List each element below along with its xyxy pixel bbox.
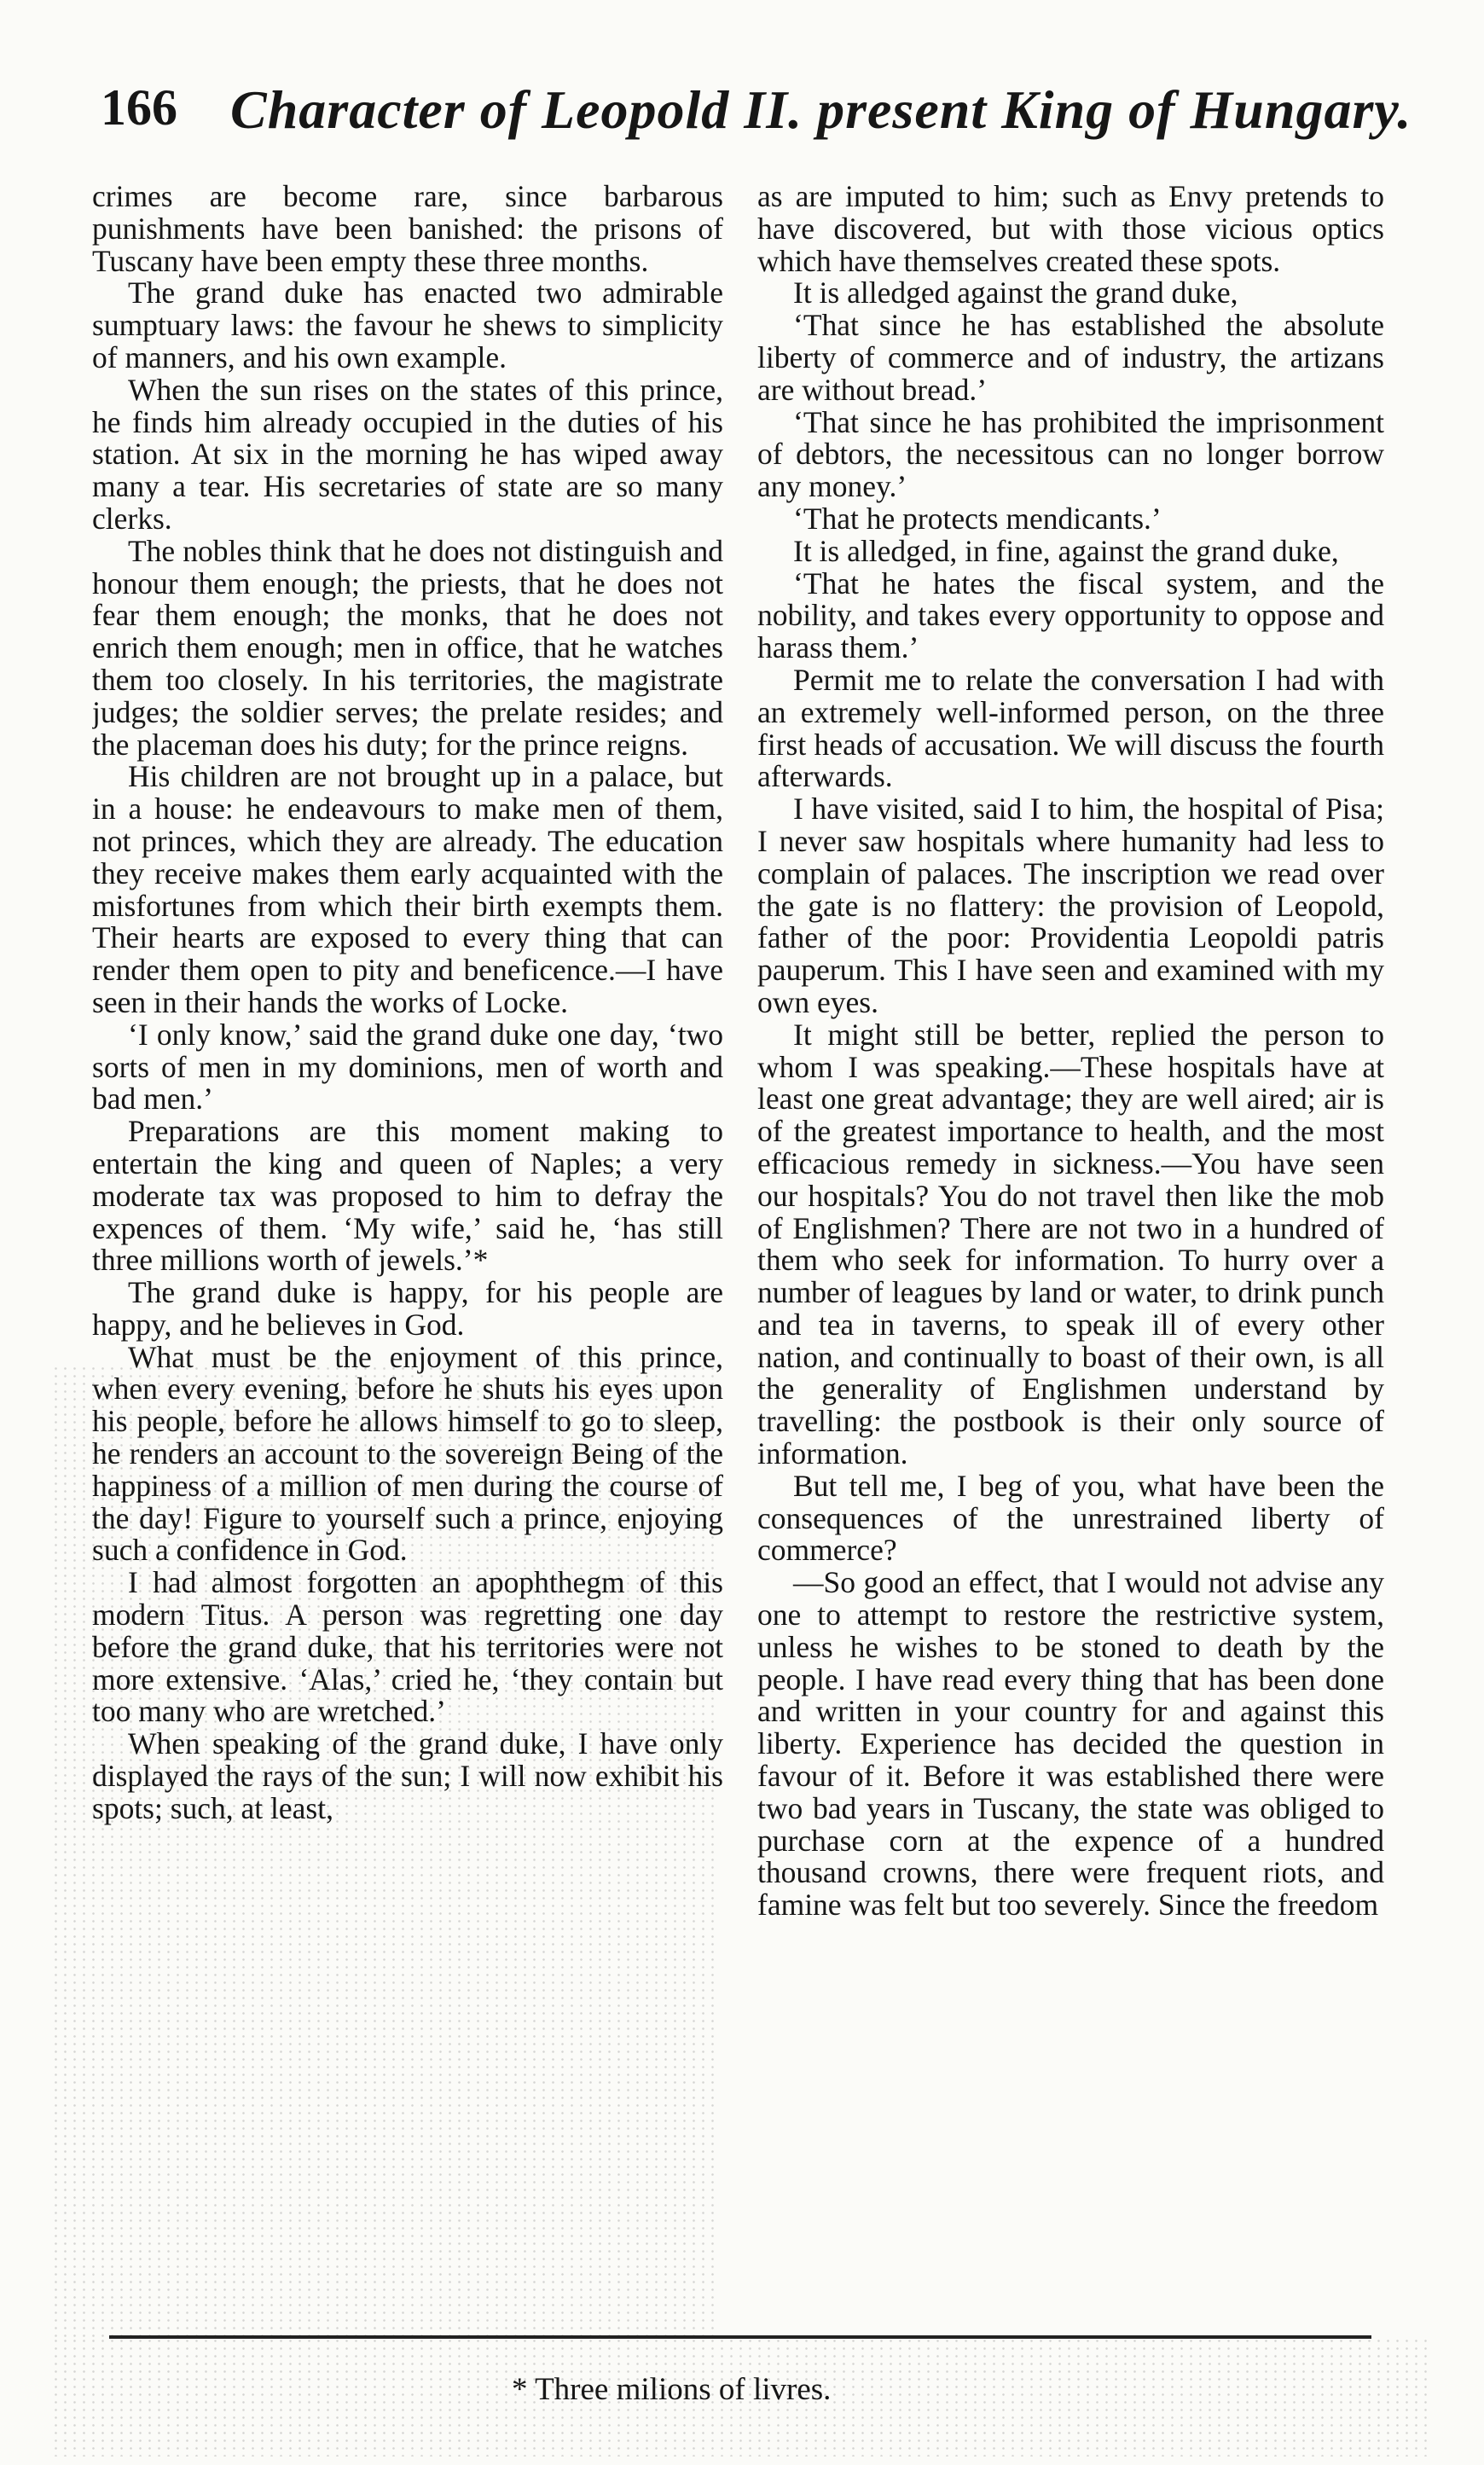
paragraph: I had almost forgotten an apophthegm of this modern Titus. A person was regretting one day before the grand duke, that his territories were not more extensive. ‘Alas,’ cried he, ‘they contain but too many who are wretched.’ [92,1565,723,1729]
paragraph: ‘That he protects mendicants.’ [793,501,1162,536]
paragraph: What must be the enjoyment of this prince, when every evening, before he shuts his eyes upon his people, before he allows himself to go to sleep, he renders an account to the sovereign Being of the happiness of a million of men during the course of the day! Figure to yourself such a prince, enjoying such a confidence in God. [92,1339,723,1568]
paragraph: Preparations are this moment making to entertain the king and queen of Naples; a very moderate tax was proposed to him to defray the expences of them. ‘My wife,’ said he, ‘has still three millions worth of jewels.’* [92,1114,723,1278]
paragraph: crimes are become rare, since barbarous punishments have been banished: the prisons of Tuscany have been empty these three months. [92,181,723,278]
paragraph: His children are not brought up in a palace, but in a house: he endeavours to make men of them, not princes, which they are already. The education they receive makes them early acquainted with the misfortunes from which their birth exempts them. Their hearts are exposed to every thing that can render them open to pity and beneficence.—I have seen in their hands the works of Locke. [92,759,723,1019]
left-column [92,181,723,2322]
paragraph: The grand duke is happy, for his people are happy, and he believes in God. [92,1275,723,1342]
page-header [101,78,1412,155]
paragraph: It is alledged, in fine, against the grand duke, [793,533,1339,568]
paragraph: When speaking of the grand duke, I have only displayed the rays of the sun; I will now exhibit his spots; such, at least, [92,1726,723,1825]
paragraph: The nobles think that he does not distinguish and honour them enough; the priests, that he does not fear them enough; the monks, that he does not enrich them enough; men in office, that he watches them too closely. In his territories, the magistrate judges; the soldier serves; the prelate resides; and the placeman does his duty; for the prince reigns. [92,533,723,762]
page-number: 166 [101,79,177,136]
paragraph: Permit me to relate the conversation I had with an extremely well-informed person, on the three first heads of accusation. We will discuss the fourth afterwards. [757,662,1384,794]
right-column [757,181,1384,2322]
paragraph: ‘I only know,’ said the grand duke one day, ‘two sorts of men in my dominions, men of worth and bad men.’ [92,1017,723,1116]
paragraph: It might still be better, replied the person to whom I was speaking.—These hospitals have at least one great advantage; they are well aired; air is of the greatest importance to health, and the most efficacious remedy in sickness.—You have seen our hospitals? You do not travel then like the mob of Englishmen? There are not two in a hundred of them who seek for information. To hurry over a number of leagues by land or water, to drink punch and tea in taverns, to speak ill of every other nation, and continually to boast of their own, is all the generality of Englishmen understand by travelling: the postbook is their only source of information. [757,1017,1384,1471]
footnote-rule [109,2335,1371,2339]
paragraph: When the sun rises on the states of this prince, he finds him already occupied in the duties of his station. At six in the morning he has wiped away many a tear. His secretaries of state are so many clerks. [92,372,723,536]
paragraph: ‘That since he has established the absolute liberty of commerce and of industry, the artizans are without bread.’ [757,308,1384,407]
paragraph: ‘That he hates the fiscal system, and the nobility, and takes every opportunity to oppose and harass them.’ [757,566,1384,665]
footnote: * Three milions of livres. [512,2372,832,2407]
paragraph: as are imputed to him; such as Envy pretends to have discovered, but with those vicious optics which have themselves created these spots. [757,181,1384,278]
paragraph: But tell me, I beg of you, what have been the consequences of the unrestrained liberty of commerce? [757,1468,1384,1568]
paragraph: ‘That since he has prohibited the imprisonment of debtors, the necessitous can no longer borrow any money.’ [757,404,1384,504]
paragraph: The grand duke has enacted two admirable sumptuary laws: the favour he shews to simplicity of manners, and his own example. [92,276,723,374]
paragraph: I have visited, said I to him, the hospital of Pisa; I never saw hospitals where humanity had less to complain of palaces. The inscription we read over the gate is no flattery: the provision of Leopold, father of the poor: Providentia Leopoldi patris pauperum. This I have seen and examined with my own eyes. [757,792,1384,1019]
running-title: Character of Leopold II. present King of Hungary. [230,79,1412,140]
paragraph: —So good an effect, that I would not advise any one to attempt to restore the restrictive system, unless he wishes to be stoned to death by the people. I have read every thing that has been done and written in your country for and against this liberty. Experience has decided the question in favour of it. Before it was established there were two bad years in Tuscany, the state was obliged to purchase corn at the expence of a hundred thousand crowns, there were frequent riots, and famine was felt but too severely. Since the freedom [757,1565,1384,1923]
paragraph: It is alledged against the grand duke, [793,276,1238,310]
